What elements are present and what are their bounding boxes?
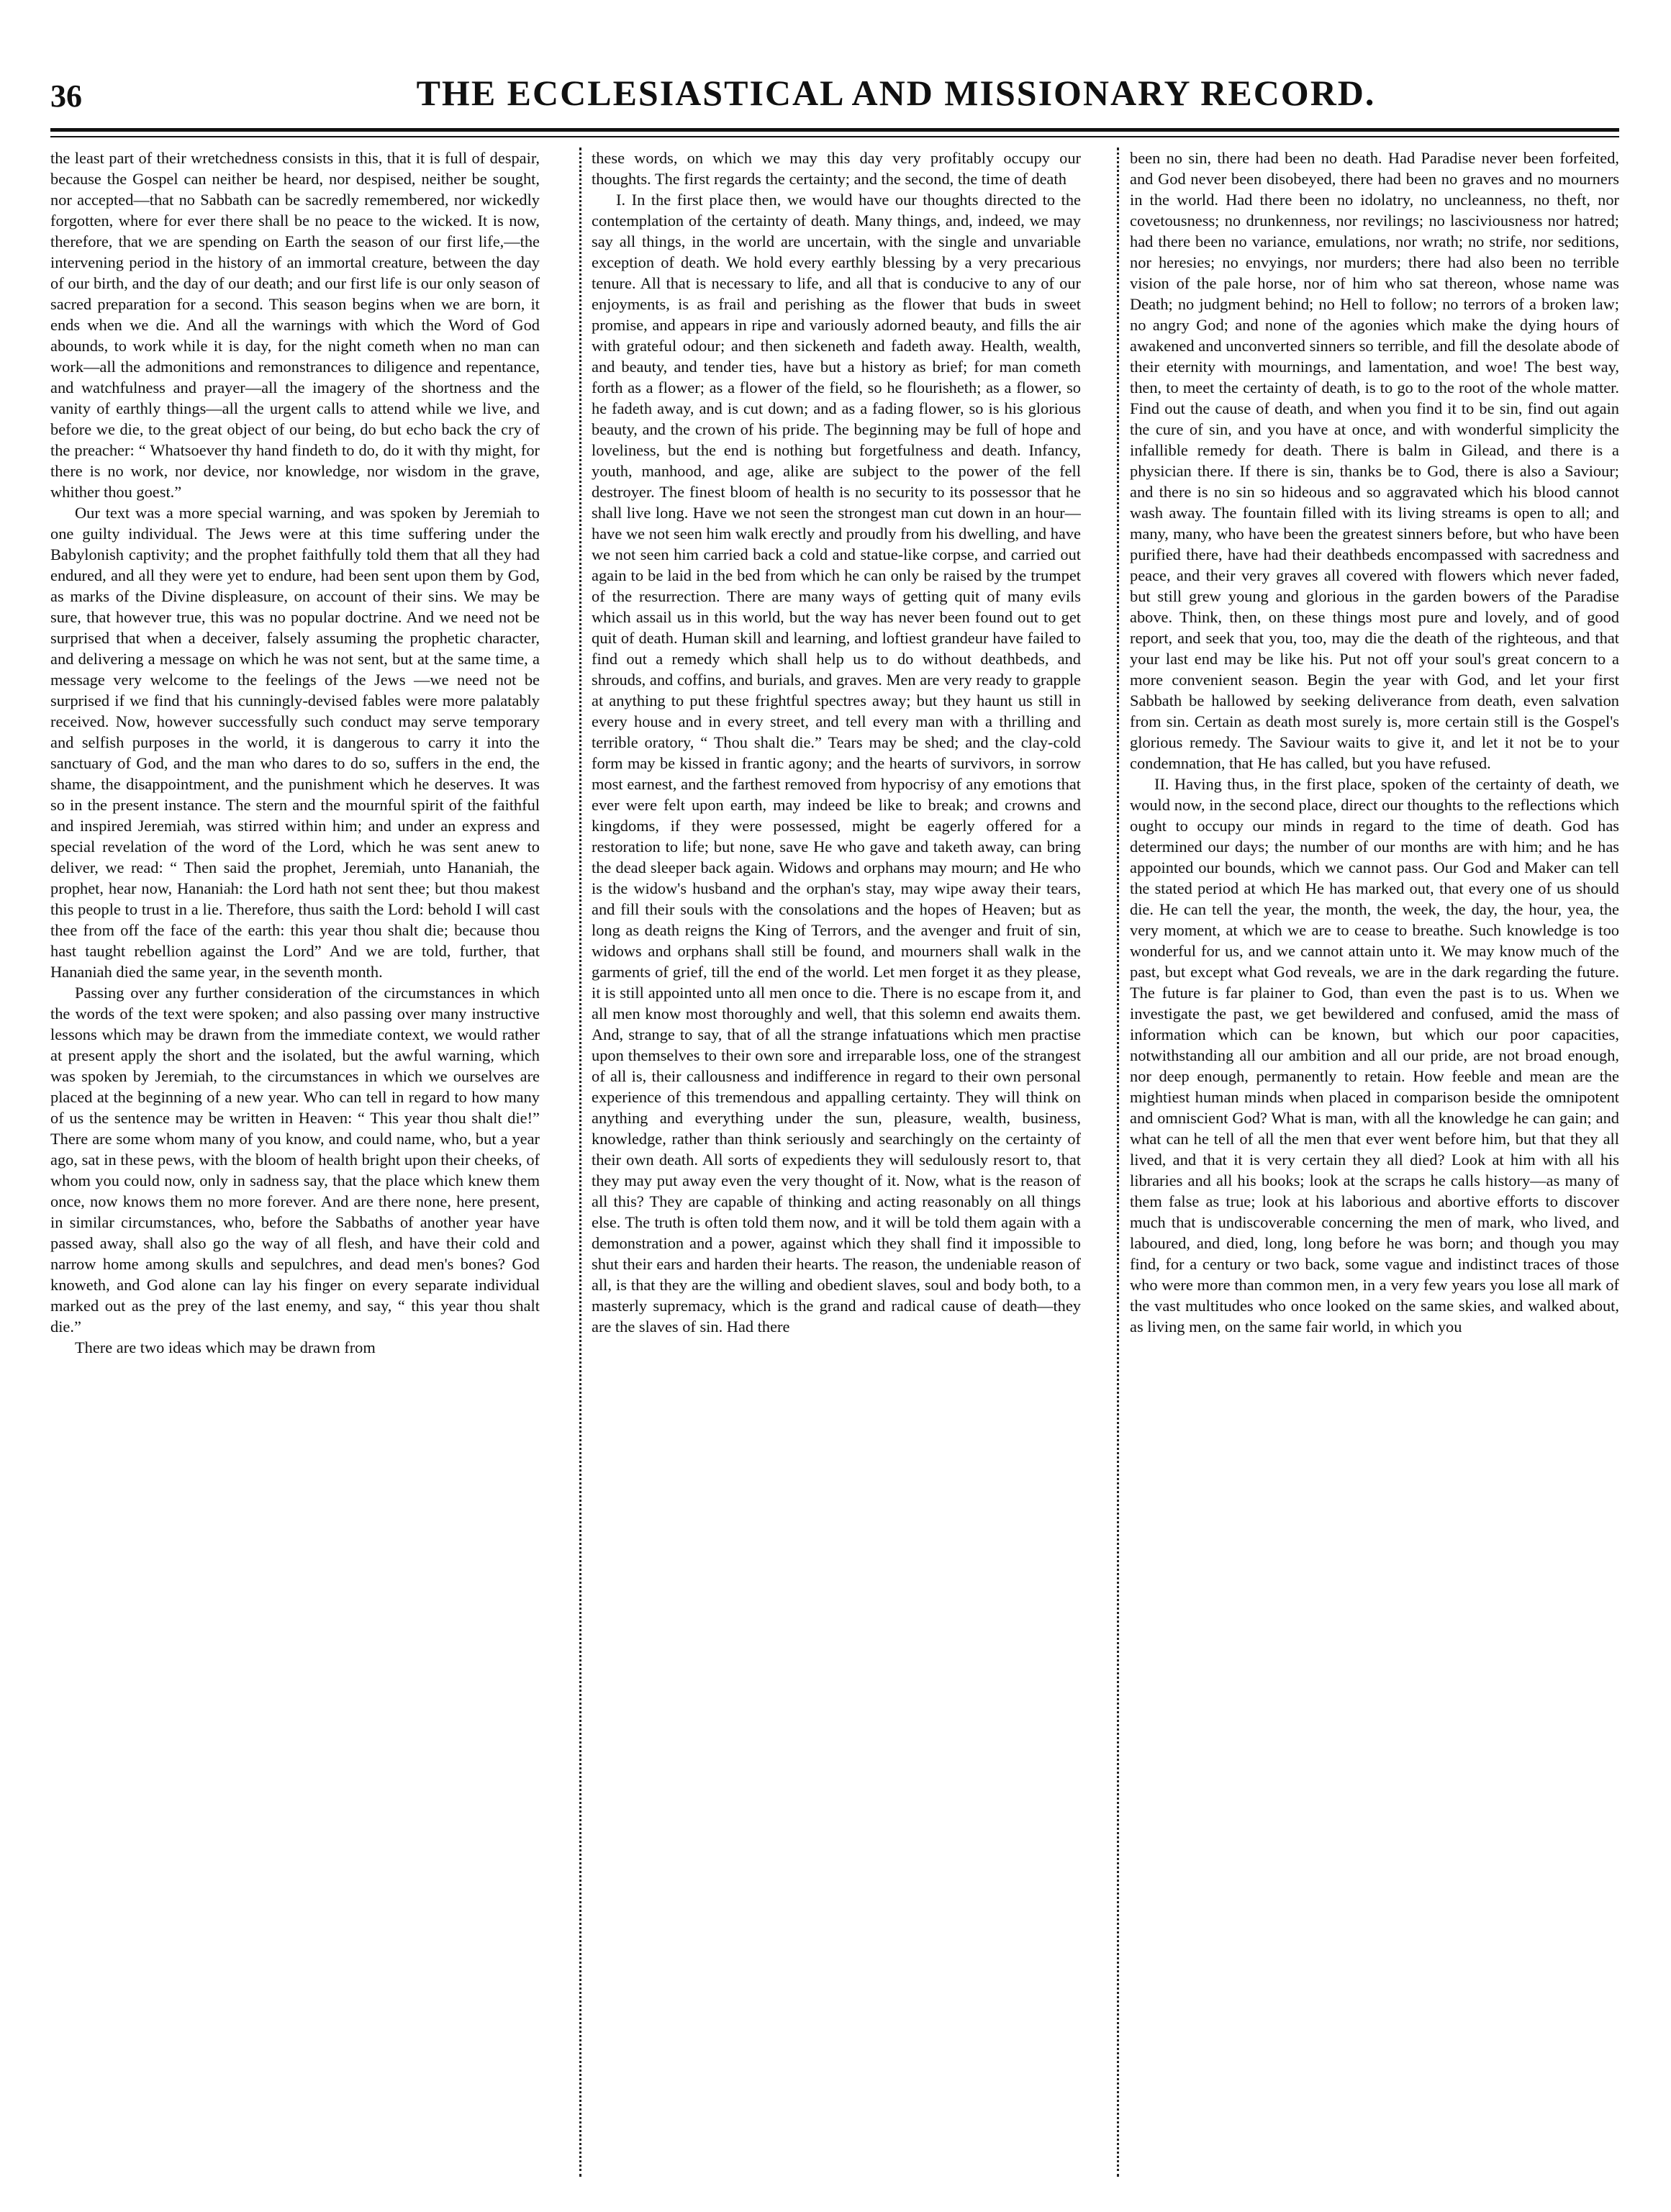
header-rule-thick	[50, 128, 1619, 132]
paragraph: There are two ideas which may be drawn from	[75, 1338, 376, 1356]
paragraph: these words, on which we may this day very profitably occupy our thoughts. The first regards the certainty; and the second, the time of death	[592, 149, 1081, 188]
journal-title: THE ECCLESIASTICAL AND MISSIONARY RECORD.	[416, 73, 1376, 113]
text-column-3	[1130, 148, 1619, 2177]
header-rule-thin	[50, 136, 1619, 137]
paragraph: Passing over any further consideration of the circumstances in which the words of the text were spoken; and also passing over many instructive lessons which may be drawn from the immediate context, we would rather at present apply the short and the isolated, but the awful warning, which was spoken by Jeremiah, to the circumstances in which we ourselves are placed at the beginning of a new year. Who can tell in regard to how many of us the sentence may be written in Heaven: “ This year thou shalt die!” There are some whom many of you know, and could name, who, but a year ago, sat in these pews, with the bloom of health bright upon their cheeks, of whom you could now, only in sadness say, that the place which knew them once, now knows them no more forever. And are there none, here present, in similar circumstances, who, before the Sabbaths of another year have passed away, shall also go the way of all flesh, and have their cold and narrow home among skulls and sepulchres, and dead men's bones? God knoweth, and God alone can lay his finger on every separate individual marked out as the prey of the last enemy, and say, “ this year thou shalt die.”	[50, 984, 540, 1336]
page-number: 36	[50, 78, 82, 114]
paragraph: II. Having thus, in the first place, spoken of the certainty of death, we would now, in the second place, direct our thoughts to the reflections which ought to occupy our minds in regard to the time of death. God has determined our days; the number of our months are with him; and he has appointed our bounds, which we cannot pass. Our God and Maker can tell the stated period at which He has marked out, that every one of us should die. He can tell the year, the month, the week, the day, the hour, yea, the very moment, at which we are to cease to breathe. Such knowledge is too wonderful for us, and we cannot attain unto it. We may know much of the past, but except what God reveals, we are in the dark regarding the future. The future is far plainer to God, than even the past is to us. When we investigate the past, we get bewildered and confused, amid the mass of information which can be known, but which our poor capacities, notwithstanding all our ambition and all our pride, are not broad enough, nor deep enough, permanently to retain. How feeble and mean are the mightiest human minds when placed in comparison beside the omnipotent and omniscient God? What is man, with all the knowledge he can gain; and what can he tell of all the men that ever went before him, but that they all lived, and that it is very certain they all died? Look at him with all his libraries and all his books; look at the scraps he calls history—as many of them false as true; look at his laborious and abortive efforts to discover much that is undiscoverable concerning the men of mark, who lived, and laboured, and died, long, long before he was born; and though you may find, for a century or two back, some vague and indistinct traces of those who were more than common men, in a very few years you lose all mark of the vast multitudes who once looked on the same skies, and walked about, as living men, on the same fair world, in which you	[1130, 775, 1619, 1336]
text-column-2	[592, 148, 1081, 2177]
paragraph: the least part of their wretchedness consists in this, that it is full of despair, because the Gospel can neither be heard, nor despised, neither be sought, nor accepted—that no Sabbath can be sacredly remembered, nor wickedly forgotten, where for ever there shall be no peace to the wicked. It is now, therefore, that we are spending on Earth the season of our first life,—the intervening period in the history of an immortal creature, between the day of our birth, and the day of our death; and our first life is our only season of sacred preparation for a second. This season begins when we are born, it ends when we die. And all the warnings with which the Word of God abounds, to work while it is day, for the night cometh when no man can work—all the admonitions and remonstrances to diligence and repentance, and watchfulness and prayer—all the imagery of the shortness and the vanity of earthly things—all the urgent calls to attend while we live, and before we die, to the great object of our being, do but echo back the cry of the preacher: “ Whatsoever thy hand findeth to do, do it with thy might, for there is no work, nor device, nor knowledge, nor wisdom in the grave, whither thou goest.”	[50, 149, 540, 501]
paragraph: I. In the first place then, we would have our thoughts directed to the contemplation of the certainty of death. Many things, and, indeed, we may say all things, in the world are uncertain, with the single and unvariable exception of death. We hold every earthly blessing by a very precarious tenure. All that is necessary to life, and all that is conducive to any of our enjoyments, is as frail and perishing as the flower that buds in sweet promise, and appears in ripe and variously adorned beauty, and fills the air with grateful odour; and then sickeneth and fadeth away. Health, wealth, and beauty, and tender ties, have but a history as brief; for man cometh forth as a flower; as a flower of the field, so he flourisheth; as a flower, so he fadeth away, and is cut down; and as a fading flower, so is his glorious beauty, and the crown of his pride. The beginning may be full of hope and loveliness, but the end is nothing but forgetfulness and death. Infancy, youth, manhood, and age, alike are subject to the power of the fell destroyer. The finest bloom of health is no security to its possessor that he shall live long. Have we not seen the strongest man cut down in an hour—have we not seen him walk erectly and proudly from his dwelling, and have we not seen him carried back a cold and statue-like corpse, and carried out again to be laid in the bed from which he can only be raised by the trumpet of the resurrection. There are many ways of getting quit of many evils which assail us in this world, but the way has never been found out to get quit of death. Human skill and learning, and loftiest grandeur have failed to find out a remedy which shall help us to do without deathbeds, and shrouds, and coffins, and burials, and graves. Men are very ready to grapple at anything to put these frightful spectres away; but they haunt us still in every house and in every street, and tell every man with a thrilling and terrible oratory, “ Thou shalt die.” Tears may be shed; and the clay-cold form may be kissed in frantic agony; and the hearts of survivors, in sorrow most earnest, and the farthest removed from hypocrisy of any emotions that ever were felt upon earth, may indeed be like to break; and crowns and kingdoms, if they were possessed, might be eagerly offered for a restoration to life; but none, save He who gave and taketh away, can bring the dead sleeper back again. Widows and orphans may mourn; and He who is the widow's husband and the orphan's stay, may wipe away their tears, and fill their souls with the consolations and the hopes of Heaven; but as long as death reigns the King of Terrors, and the avenger and fruit of sin, widows and orphans shall still be found, and mourners shall walk in the garments of grief, till the end of the world. Let men forget it as they please, it is still appointed unto all men once to die. There is no escape from it, and all men know most thoroughly and well, that this solemn end awaits them. And, strange to say, that of all the strange infatuations which men practise upon themselves to their own sore and irreparable loss, one of the strangest of all is, their callousness and indifference in regard to their own personal experience of this tremendous and appalling certainty. They will think on anything and everything under the sun, pleasure, wealth, business, knowledge, rather than think seriously and searchingly on the certainty of their own death. All sorts of expedients they will sedulously resort to, that they may put away even the very thought of it. Now, what is the reason of all this? They are capable of thinking and acting reasonably on all things else. The truth is often told them now, and it will be told them again with a demonstration and a power, against which they shall find it impossible to shut their ears and harden their hearts. The reason, the undeniable reason of all, is that they are the willing and obedient slaves, soul and body both, to a masterly supremacy, which is the grand and radical cause of death—they are the slaves of sin. Had there	[592, 191, 1081, 1336]
column-divider	[1117, 148, 1119, 2177]
page-header	[50, 72, 1619, 122]
column-divider	[579, 148, 581, 2177]
text-column-1	[50, 148, 540, 2177]
paragraph: Our text was a more special warning, and was spoken by Jeremiah to one guilty individual. The Jews were at this time suffering under the Babylonish captivity; and the prophet faithfully told them that all they had endured, and all they were yet to endure, had been sent upon them by God, as marks of the Divine displeasure, on account of their sins. We may be sure, that however true, this was no popular doctrine. And we need not be surprised that when a deceiver, falsely assuming the prophetic character, and delivering a message on which he was not sent, but at the same time, a message very welcome to the feelings of the Jews —we need not be surprised if we find that his cunningly-devised fables were more palatably received. Now, however successfully such conduct may serve temporary and selfish purposes in the world, it is dangerous to carry it into the sanctuary of God, and the man who dares to do so, suffers in the end, the shame, the disappointment, and the punishment which he deserves. It was so in the present instance. The stern and the mournful spirit of the faithful and inspired Jeremiah, was stirred within him; and under an express and special revelation of the word of the Lord, which he was sent anew to deliver, we read: “ Then said the prophet, Jeremiah, unto Hananiah, the prophet, hear now, Hananiah: the Lord hath not sent thee; but thou makest this people to trust in a lie. Therefore, thus saith the Lord: behold I will cast thee from off the face of the earth: this year thou shalt die; because thou hast taught rebellion against the Lord” And we are told, further, that Hananiah died the same year, in the seventh month.	[50, 504, 540, 981]
paragraph: been no sin, there had been no death. Had Paradise never been forfeited, and God never been disobeyed, there had been no graves and no mourners in the world. Had there been no idolatry, no uncleanness, no theft, nor covetousness; no drunkenness, nor revilings; no lasciviousness nor hatred; had there been no variance, emulations, nor wrath; no strife, nor seditions, nor heresies; no envyings, nor murders; there had also been no terrible vision of the pale horse, nor of him who sat thereon, whose name was Death; no judgment behind; no Hell to follow; no terrors of a broken law; no angry God; and none of the agonies which make the dying hours of awakened and unconverted sinners so terrible, and fill the desolate abode of their eternity with mournings, and lamentation, and woe! The best way, then, to meet the certainty of death, is to go to the root of the whole matter. Find out the cause of death, and when you find it to be sin, find out again the cure of sin, and you have at once, and with wonderful simplicity the infallible remedy for death. There is balm in Gilead, and there is a physician there. If there is sin, thanks be to God, there is also a Saviour; and there is no sin so hideous and so aggravated which his blood cannot wash away. The fountain filled with its living streams is open to all; and many, many, who have been the greatest sinners before, but who have been purified there, have had their deathbeds encompassed with sacredness and peace, and their very graves all covered with flowers which never faded, but still grew young and glorious in the garden bowers of the Paradise above. Think, then, on these things most pure and lovely, and of good report, and seek that you, too, may die the death of the righteous, and that your last end may be like his. Put not off your soul's great concern to a more convenient season. Begin the year with God, and let your first Sabbath be hallowed by seeking deliverance from death, even salvation from sin. Certain as death most surely is, more certain still is the Gospel's glorious remedy. The Saviour waits to give it, and let it not be to your condemnation, that He has called, but you have refused.	[1130, 149, 1619, 772]
